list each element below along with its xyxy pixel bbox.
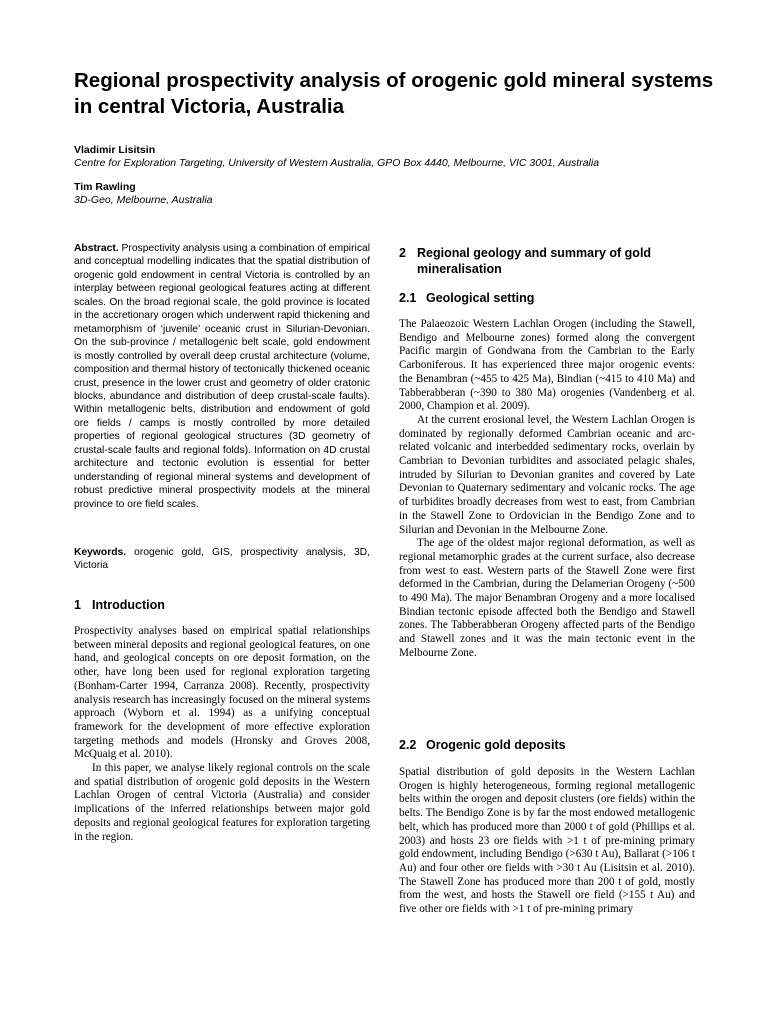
subsection-title: Orogenic gold deposits: [426, 738, 566, 752]
paragraph: In this paper, we analyse likely regional controls on the scale and spatial distribution of orogenic gold deposits in the Western Lachlan Orogen of central Victoria (Australia) and consider implications of the inferred relationships between major gold deposits and regional geological features for exploration targeting in the region.: [74, 762, 370, 843]
section-introduction: [74, 597, 370, 613]
section-number: 2: [399, 246, 406, 260]
subsection-number: 2.2: [399, 738, 417, 752]
paragraph: The age of the oldest major regional deformation, as well as regional metamorphic grades at the current surface, also decrease from west to east. Western parts of the Stawell Zone were first deformed in the Cambrian, during the Delamerian Orogeny (~500 to 490 Ma). The major Benambran Orogeny and a more localised Bindian tectonic episode affected both the Bendigo and Stawell zones. The Tabberabberan Orogeny affected parts of the Bendigo and Stawell zones and it was the main tectonic event in the Melbourne Zone.: [399, 537, 695, 659]
section-title: Regional geology and summary of gold mineralisation: [417, 246, 652, 276]
abstract-label: Abstract.: [74, 243, 119, 254]
keywords-block: [74, 546, 370, 573]
paragraph: At the current erosional level, the Western Lachlan Orogen is dominated by regionally deformed Cambrian oceanic and arc-related volcanic and interbedded sedimentary rocks, overlain by Cambrian to Devonian turbidites and associated pelagic shales, intruded by Silurian to Devonian granites and covered by Late Devonian to Quaternary sedimentary and volcanic rocks. The age of turbidites broadly decreases from west to east, from Cambrian in the Stawell Zone to Ordovician in the Bendigo Zone and to Silurian and Devonian in the Melbourne Zone.: [399, 413, 695, 536]
subsection-geological-setting: [399, 290, 695, 306]
subsection-title: Geological setting: [426, 291, 535, 305]
section-heading: [74, 597, 370, 613]
orogenic-gold-body: [399, 766, 695, 917]
section-regional-geology: [399, 245, 695, 277]
subsection-heading: [399, 290, 695, 306]
paragraph: Prospectivity analyses based on empirical spatial relationships between mineral deposits and regional geological features, on one hand, and geological concepts on ore deposit formation, on the other, have long been used for regional exploration targeting (Bonham-Carter 1994, Carranza 2008). Recently, prospectivity analysis research has increasingly focused on the mineral systems approach (Wyborn et al. 1994) as a unifying conceptual framework for the development of more effective exploration targeting methods and models (Hronsky and Groves 2008, McQuaig et al. 2010).: [74, 625, 370, 761]
abstract-block: [74, 242, 370, 511]
abstract-text: Prospectivity analysis using a combination of empirical and conceptual modelling indicates that the spatial distribution of orogenic gold endowment in central Victoria is controlled by an interplay between regional geological features acting at different scales. On the broad regional scale, the gold province is located in the accretionary orogen which underwent rapid thickening and metamorphism of ‘juvenile’ oceanic crust in Silurian-Devonian. On the sub-province / metallogenic belt scale, gold endowment is mostly controlled by overall deep crustal architecture (volume, composition and thermal history of tectonically thickened oceanic crust, presence in the lower crust and geometry of older cratonic blocks, abundance and distribution of deep crustal-scale faults). Within metallogenic belts, distribution and endowment of gold ore fields / camps is mostly controlled by more detailed properties of regional geological structures (3D geometry of crustal-scale faults and regional folds). Information on 4D crustal architecture and tectonic evolution is essential for better understanding of regional mineral systems and development of robust predictive mineral prospectivity models at the mineral province to ore field scales.: [74, 243, 370, 510]
author-affiliation: Centre for Exploration Targeting, University of Western Australia, GPO Box 4440, Melbourne, VIC 3001, Australia: [74, 157, 600, 169]
subsection-heading: [399, 737, 695, 753]
subsection-orogenic-gold: [399, 737, 695, 753]
introduction-body: [74, 625, 370, 844]
paper-title: Regional prospectivity analysis of orogenic gold mineral systems in central Victoria, Australia: [74, 69, 714, 118]
abstract: [74, 242, 370, 511]
author-affiliation: 3D-Geo, Melbourne, Australia: [74, 194, 213, 206]
section-number: 1: [74, 598, 81, 612]
subsection-number: 2.1: [399, 291, 417, 305]
keywords-text: orogenic gold, GIS, prospectivity analysis, 3D, Victoria: [74, 547, 370, 572]
author-name: Vladimir Lisitsin: [74, 144, 156, 156]
paragraph: Spatial distribution of gold deposits in the Western Lachlan Orogen is highly heterogeneous, forming regional metallogenic belts within the orogen and deposit clusters (ore fields) within the belts. The Bendigo Zone is by far the most endowed metallogenic belt, which has produced more than 2000 t of gold (Phillips et al. 2003) and hosts 23 ore fields with >1 t of pre-mining primary gold endowment, including Bendigo (>630 t Au), Ballarat (>106 t Au) and four other ore fields with >30 t Au (Lisitsin et al. 2010). The Stawell Zone has produced more than 200 t of gold, mostly from the west, and hosts the Stawell ore field (>155 t Au) and five other ore fields with >1 t of pre-mining primary: [399, 766, 695, 916]
paragraph: The Palaeozoic Western Lachlan Orogen (including the Stawell, Bendigo and Melbourne zones) formed along the convergent Pacific margin of Gondwana from the Cambrian to the Early Carboniferous. It has experienced three major orogenic events: the Benambran (~455 to 425 Ma), Bindian (~415 to 410 Ma) and Tabberabberan (~390 to 380 Ma) orogenies (Vandenberg et al. 2000, Champion et al. 2009).: [399, 318, 695, 413]
keywords: [74, 546, 370, 573]
keywords-label: Keywords.: [74, 547, 127, 558]
author-name: Tim Rawling: [74, 181, 136, 193]
geological-setting-body: [399, 318, 695, 661]
section-heading: [399, 245, 695, 277]
section-title: Introduction: [92, 598, 165, 612]
